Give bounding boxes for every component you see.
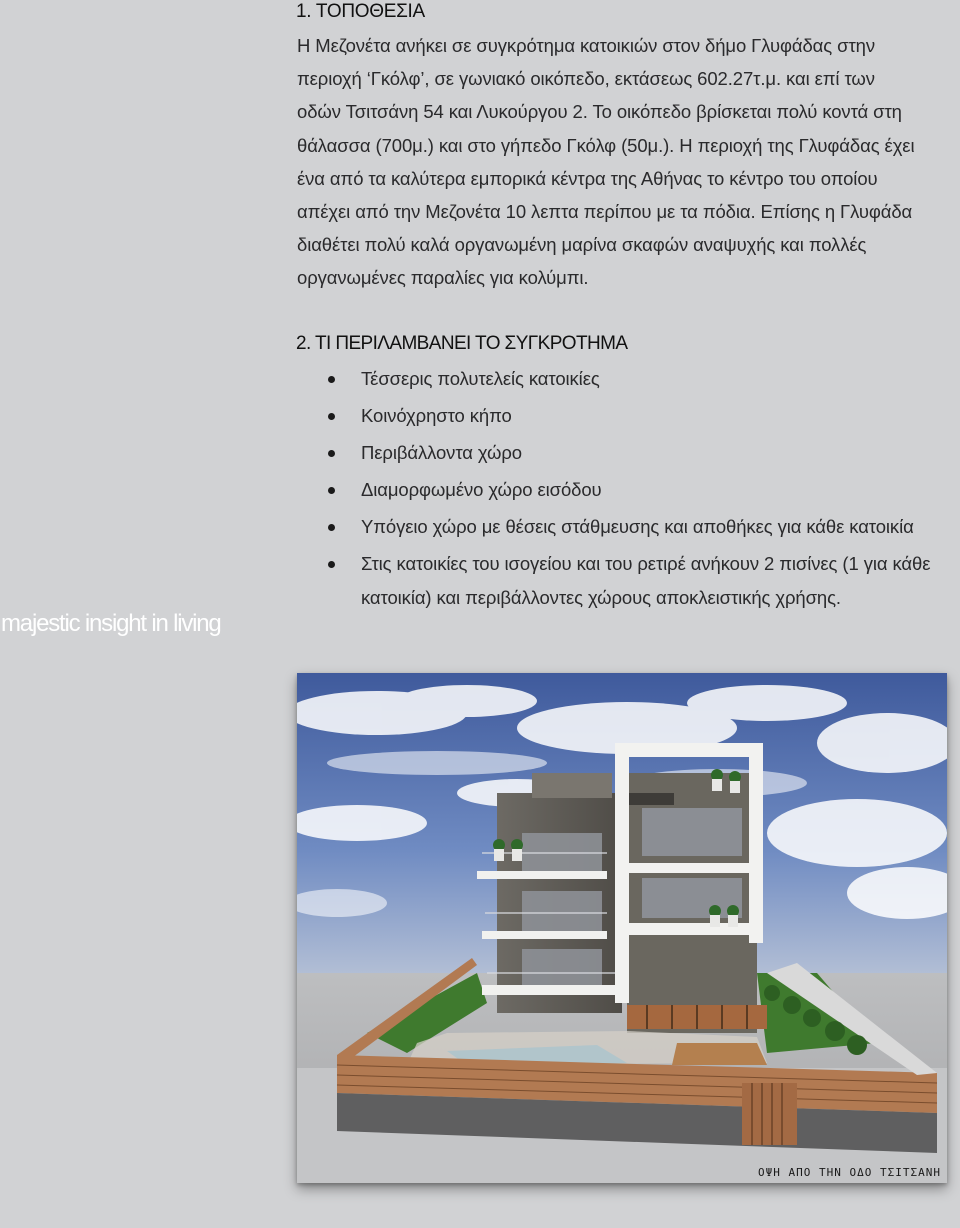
feature-text: Στις κατοικίες του ισογείου και του ρετιρέ ανήκουν 2 πισίνες (1 για κάθε κατοικία) και περιβάλλοντες χώρους αποκλειστικής χρήσης. [361,553,931,608]
feature-text: Τέσσερις πολυτελείς κατοικίες [361,368,600,389]
list-item [322,399,952,433]
section1-heading: 1. ΤΟΠΟΘΕΣΙΑ [296,1,425,22]
bullet-icon [328,487,335,494]
list-item [322,436,952,470]
list-item [322,510,952,544]
bullet-icon [328,561,335,568]
location-paragraph [297,29,959,295]
feature-text: Κοινόχρηστο κήπο [361,405,512,426]
feature-text: Περιβάλλοντα χώρο [361,442,522,463]
location-line: περιοχή ‘Γκόλφ’, σε γωνιακό οικόπεδο, εκτάσεως 602.27τ.μ. και επί των [297,68,875,90]
list-item [322,362,952,396]
feature-text: Διαμορφωμένο χώρο εισόδου [361,479,602,500]
location-line: θάλασσα (700μ.) και στο γήπεδο Γκόλφ (50μ.). Η περιοχή της Γλυφάδας έχει [297,134,915,156]
location-line: οργανωμένες παραλίες για κολύμπι. [297,267,589,289]
location-line: Η Μεζονέτα ανήκει σε συγκρότημα κατοικιών στον δήμο Γλυφάδας στην [297,35,876,56]
feature-text: Υπόγειο χώρο με θέσεις στάθμευσης και αποθήκες για κάθε κατοικία [361,516,914,537]
bullet-icon [328,524,335,531]
building-render-image [297,673,947,1183]
section2-heading: 2. ΤΙ ΠΕΡΙΛΑΜΒΑΝΕΙ ΤΟ ΣΥΓΚΡΟΤΗΜΑ [296,333,628,354]
location-line: ένα από τα καλύτερα εμπορικά κέντρα της Αθήνας το κέντρο του οποίου [297,167,878,189]
bullet-icon [328,376,335,383]
building-render-illustration [297,673,947,1183]
list-item [322,473,952,507]
render-caption: ΟΨΗ ΑΠΟ ΤΗΝ ΟΔΟ ΤΣΙΤΣΑΝΗ [758,1166,941,1179]
bullet-icon [328,413,335,420]
feature-list [322,362,952,618]
location-line: διαθέτει πολύ καλά οργανωμένη μαρίνα σκαφών αναψυχής και πολλές [297,234,867,256]
bullet-icon [328,450,335,457]
list-item [322,547,952,614]
brand-tagline: majestic insight in living [1,610,221,637]
location-line: απέχει από την Μεζονέτα 10 λεπτα περίπου με τα πόδια. Επίσης η Γλυφάδα [297,201,913,223]
location-line: οδών Τσιτσάνη 54 και Λυκούργου 2. Το οικόπεδο βρίσκεται πολύ κοντά στη [297,101,902,123]
